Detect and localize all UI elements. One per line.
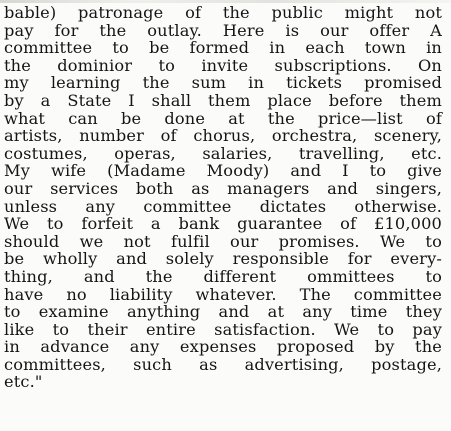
article-line: to examine anything and at any time they xyxy=(4,302,442,322)
article-line: be wholly and solely responsible for every- xyxy=(4,249,442,269)
article-line: the dominior to invite subscriptions. On xyxy=(4,55,442,75)
article-line: unless any committee dictates otherwise. xyxy=(4,196,442,216)
article-line: what can be done at the price—list of xyxy=(4,108,442,128)
article-line: have no liability whatever. The committee xyxy=(4,284,442,304)
article-line: my learning the sum in tickets promised xyxy=(4,73,442,93)
article-line: should we not fulfil our promises. We to xyxy=(4,231,442,251)
article-line: committee to be formed in each town in xyxy=(4,38,442,58)
article-line: My wife (Madame Moody) and I to give xyxy=(4,161,442,181)
article-line: like to their entire satisfaction. We to pay xyxy=(4,319,442,339)
article-line: committees, such as advertising, postage, xyxy=(4,354,442,374)
article-line: in advance any expenses proposed by the xyxy=(4,337,442,357)
article-line: bable) patronage of the public might not xyxy=(4,3,442,22)
article-column xyxy=(4,4,442,391)
article-line: thing, and the different ommittees to xyxy=(4,266,442,286)
article-line: by a State I shall them place before them xyxy=(4,90,442,110)
article-line: pay for the outlay. Here is our offer A xyxy=(4,20,442,40)
article-line: artists, number of chorus, orchestra, scenery, xyxy=(4,126,442,146)
article-line: We to forfeit a bank guarantee of £10,000 xyxy=(4,214,442,234)
article-line: etc." xyxy=(4,372,43,392)
article-line: costumes, operas, salaries, travelling, etc. xyxy=(4,143,442,163)
article-line: our services both as managers and singers, xyxy=(4,178,442,198)
